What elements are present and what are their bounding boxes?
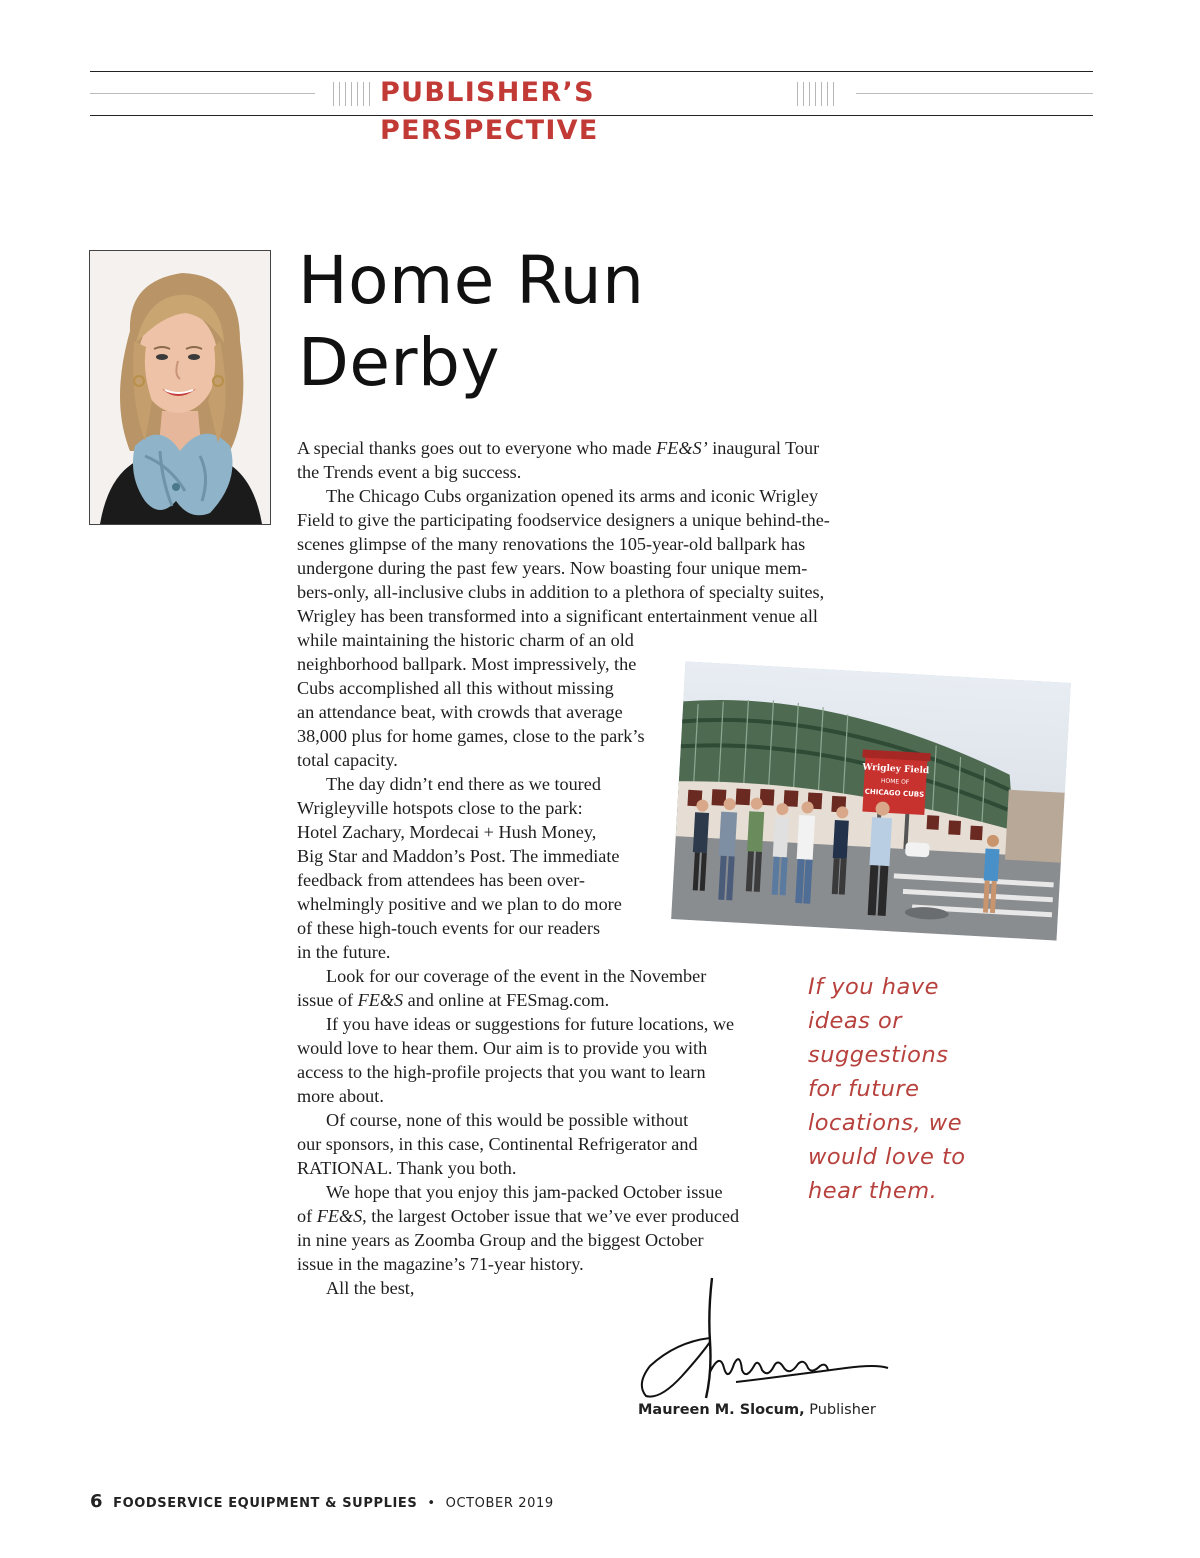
body-line (297, 940, 830, 964)
pull-quote-line: If you have (808, 974, 939, 1000)
body-text: and online at FESmag.com. (403, 990, 610, 1010)
body-text: Field to give the participating foodservice designers a unique behind-the- (297, 510, 830, 530)
body-text: total capacity. (297, 750, 398, 770)
body-line (297, 508, 830, 532)
body-text: Cubs accomplished all this without missing (297, 678, 614, 698)
body-text: bers-only, all-inclusive clubs in addition to a plethora of specialty suites, (297, 582, 825, 602)
body-line (297, 436, 830, 460)
body-text: The Chicago Cubs organization opened its arms and iconic Wrigley (326, 486, 819, 506)
body-text: an attendance beat, with crowds that average (297, 702, 623, 722)
publisher-title: Publisher (804, 1402, 876, 1418)
pull-quote-line: would love to (808, 1144, 966, 1170)
body-text: Wrigley has been transformed into a significant entertainment venue all (297, 606, 818, 626)
body-text: feedback from attendees has been over- (297, 870, 585, 890)
publication-abbrev: FE&S’ (656, 438, 708, 458)
body-text: would love to hear them. Our aim is to provide you with (297, 1038, 708, 1058)
body-line (297, 556, 830, 580)
body-text: RATIONAL. Thank you both. (297, 1158, 517, 1178)
body-text: A special thanks goes out to everyone who made (297, 438, 657, 458)
body-text: neighborhood ballpark. Most impressively, the (297, 654, 637, 674)
body-line (297, 988, 830, 1012)
body-line (297, 1012, 830, 1036)
header-left-stripes (333, 82, 373, 106)
body-text: whelmingly positive and we plan to do more (297, 894, 622, 914)
body-text: , the largest October issue that we’ve ever produced (362, 1206, 740, 1226)
pull-quote-line: hear them. (808, 1178, 938, 1204)
body-text: in the future. (297, 942, 391, 962)
body-text: The day didn’t end there as we toured (326, 774, 601, 794)
body-text: issue of (297, 990, 358, 1010)
headline-line-2: Derby (298, 324, 501, 401)
page-number: 6 (90, 1491, 104, 1512)
body-text: the Trends event a big success. (297, 462, 522, 482)
pull-quote-line: for future (808, 1076, 920, 1102)
body-text: more about. (297, 1086, 384, 1106)
body-line (297, 1204, 830, 1228)
body-line (297, 460, 830, 484)
page-footer (90, 1491, 554, 1512)
body-text: in nine years as Zoomba Group and the biggest October (297, 1230, 704, 1250)
body-line (297, 484, 830, 508)
publisher-portrait (89, 250, 271, 525)
body-text: Look for our coverage of the event in the November (326, 966, 707, 986)
body-text: our sponsors, in this case, Continental Refrigerator and (297, 1134, 698, 1154)
body-line (297, 1084, 830, 1108)
body-text: of these high-touch events for our readers (297, 918, 601, 938)
body-text: All the best, (326, 1278, 415, 1298)
body-text: Hotel Zachary, Mordecai + Hush Money, (297, 822, 597, 842)
headline-line-1: Home Run (298, 242, 645, 319)
body-text: access to the high-profile projects that you want to learn (297, 1062, 706, 1082)
header-left-line (90, 93, 315, 94)
body-text: undergone during the past few years. Now boasting four unique mem- (297, 558, 808, 578)
marquee-line-1: Wrigley Field (862, 762, 930, 777)
body-line (297, 532, 830, 556)
body-text: while maintaining the historic charm of an old (297, 630, 634, 650)
body-text: Wrigleyville hotspots close to the park: (297, 798, 583, 818)
body-line (297, 628, 830, 652)
footer-separator: • (427, 1496, 436, 1511)
section-title: PUBLISHER’S PERSPECTIVE (380, 77, 599, 146)
body-line (297, 964, 830, 988)
pull-quote-line: ideas or (808, 1008, 903, 1034)
body-text: If you have ideas or suggestions for future locations, we (326, 1014, 735, 1034)
pull-quote-line: suggestions (808, 1042, 949, 1068)
body-line (297, 1156, 830, 1180)
wrigley-field-photo (671, 661, 1071, 940)
pull-quote-line: locations, we (808, 1110, 963, 1136)
body-line (297, 1132, 830, 1156)
body-line (297, 1228, 830, 1252)
marquee-line-3: CHICAGO CUBS (864, 787, 925, 799)
body-text: Big Star and Maddon’s Post. The immediate (297, 846, 620, 866)
header-top-rule (90, 71, 1093, 72)
article-headline (298, 240, 758, 404)
body-line (297, 1180, 830, 1204)
publication-abbrev: FE&S (357, 990, 404, 1010)
header-right-stripes (797, 82, 837, 106)
body-text: Of course, none of this would be possible without (326, 1110, 689, 1130)
body-line (297, 1060, 830, 1084)
body-text: of (297, 1206, 317, 1226)
body-text: inaugural Tour (707, 438, 820, 458)
publisher-name: Maureen M. Slocum, (638, 1402, 805, 1418)
body-line (297, 1036, 830, 1060)
body-line (297, 1108, 830, 1132)
body-text: We hope that you enjoy this jam-packed October issue (326, 1182, 723, 1202)
publication-abbrev: FE&S (316, 1206, 363, 1226)
marquee-line-2: HOME OF (880, 777, 910, 787)
signature-caption (638, 1402, 876, 1418)
body-text: scenes glimpse of the many renovations the 105-year-old ballpark has (297, 534, 806, 554)
header-bottom-rule (90, 115, 1093, 116)
issue-date: OCTOBER 2019 (445, 1496, 554, 1511)
body-text: 38,000 plus for home games, close to the park’s (297, 726, 645, 746)
pull-quote (808, 970, 1038, 1208)
publisher-signature (636, 1272, 896, 1402)
header-right-line (856, 93, 1093, 94)
body-line (297, 604, 830, 628)
body-text: issue in the magazine’s 71-year history. (297, 1254, 584, 1274)
body-line (297, 580, 830, 604)
publication-name: FOODSERVICE EQUIPMENT & SUPPLIES (113, 1496, 418, 1511)
